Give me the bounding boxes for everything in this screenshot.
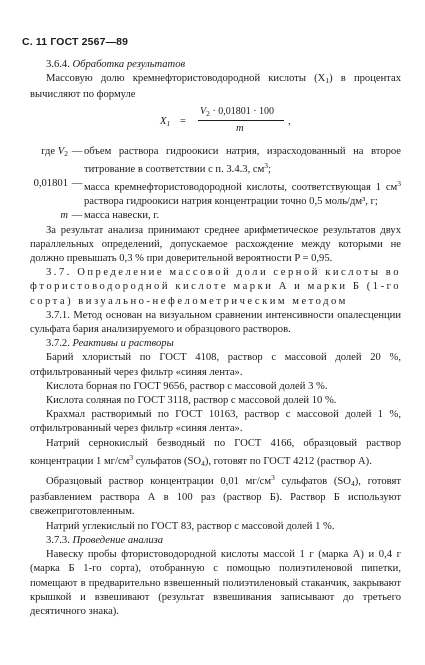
definition-symbol: 0,01801 [33,178,68,190]
reagent-hydrochloric-acid: Кислота соляная по ГОСТ 3118, раствор с массовой долей 10 %. [46,395,337,407]
def-text: объем раствора гидроокиси натрия, израсходованный на второе титрование в соответствии с п. 3.4.3, см [84,145,401,175]
section-number: 3.7.3. [46,534,70,546]
subscript: 4 [350,479,355,489]
lhs-subscript: 1 [166,118,171,128]
reagent-boric-acid: Кислота борная по ГОСТ 9656, раствор с массовой долей 3 %. [46,380,328,392]
def-symbol-subscript: 2 [64,148,68,158]
procedure-paragraph: Навеску пробы фтористоводородной кислоты массой 1 г (марка А) и 0,4 г (марка Б 1-го сорта), отобранную с помощью полиэтиленовой пипетки, помещают в предварительно взвешенный полиэтиленовый стаканчик, закрывают крышкой и взвешивают (результат взвешивания записывают до третьего десятичного знака). [30,549,401,617]
section-number: 3.6.4. [46,59,70,70]
reagent-sodium-carbonate: Натрий углекислый по ГОСТ 83, раствор с массовой долей 1 %. [46,520,335,532]
formula [30,105,401,143]
subscript: 1 [325,76,330,86]
text: сульфатов (SO [133,455,202,467]
lhs-symbol: X [160,115,167,127]
superscript: 3 [264,160,269,170]
fraction-bar [198,120,284,121]
def-text: масса кремнефтористоводородной кислоты, соответствующая 1 см [84,182,398,194]
section-3-6-4-heading [30,58,401,72]
definitions-list [30,145,401,224]
numerator-subscript: 2 [206,108,210,118]
reagent-starch: Крахмал растворимый по ГОСТ 10163, раствор с массовой долей 1 %, отфильтрованный через фильтр «синяя лента». [30,409,401,435]
subscript: 4 [201,458,205,468]
formula-lhs [160,115,170,131]
definition-dash: — [71,145,83,157]
formula-equals: = [180,115,186,127]
superscript: 3 [129,452,134,462]
definition-text [84,145,401,177]
section-3-7-2-heading [30,337,401,351]
definition-dash: — [71,178,83,190]
reagent-reference-solution [30,471,401,520]
formula-intro-text: Массовую долю кремнефтористоводородной кислоты (X [46,73,326,85]
def-symbol-v: V [57,145,65,157]
section-number: 3.7.2. [46,338,70,350]
page-content [30,58,401,619]
def-text-end: раствора гидроокиси натрия концентрации точно 0,5 моль/дм³, г; [84,196,378,208]
superscript: 3 [271,473,275,483]
text: ), готовят разбавлением раствора А в 100 раз (раствор Б). Раствор Б используют свежеприготовленным. [30,476,401,518]
page-header: С. 11 ГОСТ 2567—89 [22,37,129,48]
definition-symbol: m [60,210,68,222]
numerator-symbol: V [200,105,207,117]
formula-denominator: m [236,122,244,134]
section-title: Проведение анализа [72,534,164,546]
superscript: 3 [397,179,401,189]
numerator-rest: · 0,01801 · 100 [209,105,275,117]
text: Натрий сернокислый безводный по ГОСТ 4166, образцовый раствор концентрации 1 мг/см [30,437,401,467]
where-word: где [41,145,56,157]
definition-text: масса навески, г. [84,210,160,222]
formula-intro-end: ) в процентах вычисляют по формуле [30,73,402,101]
text: сульфатов (SO [274,476,351,488]
text: Образцовый раствор концентрации 0,01 мг/см [46,476,272,488]
formula-intro [30,72,401,102]
definition-text [84,177,401,209]
section-title: Обработка результатов [72,59,186,70]
result-paragraph: За результат анализа принимают среднее арифметическое результатов двух параллельных определений, допускаемое расхождение между которыми не должно превышать 0,3 % при доверительной вероятности P = 0,95. [30,224,401,265]
text: ), готовят по ГОСТ 4212 (раствор А). [204,455,372,467]
section-3-7-heading [30,266,401,309]
reagent-barium-chloride: Барий хлористый по ГОСТ 4108, раствор с массовой долей 20 %, отфильтрованный через фильтр «синяя лента». [30,352,401,378]
reagent-sodium-sulfate [30,437,401,471]
section-3-7-3-heading [30,534,401,548]
definition-symbol [30,145,70,177]
section-3-7-1: 3.7.1. Метод основан на визуальном сравнении интенсивности опалесценции сульфата бария анализируемого и образцового растворов. [30,309,401,336]
section-3-7-title: 3.7. Определение массовой доли серной кислоты во фтористоводородной кислоте марки А и марки Б (1-го сорта) визуально-нефелометрическим методом [30,267,401,307]
section-title: Реактивы и растворы [72,338,174,350]
formula-comma: , [288,115,291,127]
definition-dash: — [71,210,83,222]
formula-numerator [200,105,274,121]
def-text-end: ; [268,163,271,175]
